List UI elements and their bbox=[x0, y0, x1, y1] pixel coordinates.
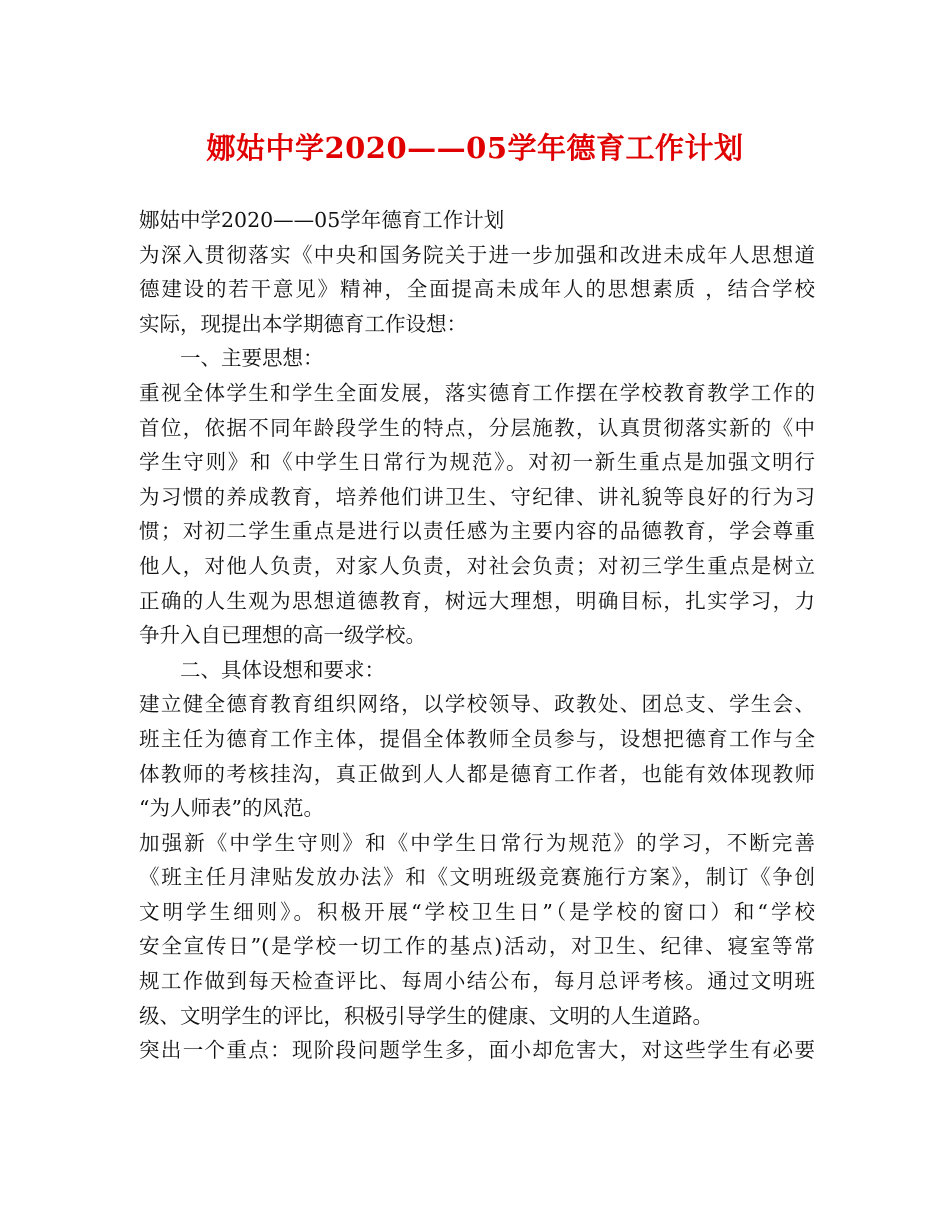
document-title: 娜姑中学2020——05学年德育工作计划 bbox=[206, 131, 744, 165]
paragraph-line: 为习惯的养成教育，培养他们讲卫生、守纪律、讲礼貌等良好的行为习 bbox=[139, 484, 815, 509]
paragraph-line: 他人，对他人负责，对家人负责，对社会负责；对初三学生重点是树立 bbox=[139, 553, 815, 578]
paragraph-line: 体教师的考核挂沟，真正做到人人都是德育工作者，也能有效体现教师 bbox=[139, 761, 815, 786]
paragraph-line: 重视全体学生和学生全面发展，落实德育工作摆在学校教育教学工作的 bbox=[139, 380, 815, 405]
paragraph-line: 班主任为德育工作主体，提倡全体教师全员参与，设想把德育工作与全 bbox=[139, 726, 815, 751]
document-body bbox=[139, 203, 815, 1068]
paragraph-line: 安全宣传日”(是学校一切工作的基点)活动，对卫生、纪律、寝室等常 bbox=[139, 934, 815, 959]
paragraph-line: 文明学生细则》。积极开展“学校卫生日”（是学校的窗口）和“学校 bbox=[139, 899, 815, 924]
paragraph-line: 《班主任月津贴发放办法》和《文明班级竞赛施行方案》，制订《争创 bbox=[139, 865, 815, 890]
paragraph-line: “为人师表”的风范。 bbox=[139, 796, 324, 821]
section-heading-main-idea: 一、主要思想： bbox=[180, 346, 324, 371]
paragraph-line: 实际，现提出本学期德育工作设想： bbox=[139, 311, 467, 336]
paragraph-line: 惯；对初二学生重点是进行以责任感为主要内容的品德教育，学会尊重 bbox=[139, 519, 815, 544]
paragraph-line: 建立健全德育教育组织网络，以学校领导、政教处、团总支、学生会、 bbox=[139, 692, 815, 717]
paragraph-line: 加强新《中学生守则》和《中学生日常行为规范》的学习，不断完善 bbox=[139, 830, 815, 855]
paragraph-line: 规工作做到每天检查评比、每周小结公布，每月总评考核。通过文明班 bbox=[139, 969, 815, 994]
paragraph-line: 学生守则》和《中学生日常行为规范》。对初一新生重点是加强文明行 bbox=[139, 450, 815, 475]
section-heading-requirements: 二、具体设想和要求： bbox=[180, 657, 385, 682]
paragraph-line: 突出一个重点：现阶段问题学生多，面小却危害大，对这些学生有必要 bbox=[139, 1038, 815, 1063]
paragraph-line: 首位，依据不同年龄段学生的特点，分层施教，认真贯彻落实新的《中 bbox=[139, 415, 815, 440]
paragraph-line: 争升入自已理想的高一级学校。 bbox=[139, 623, 426, 648]
paragraph-line: 为深入贯彻落实《中央和国务院关于进一步加强和改进未成年人思想道 bbox=[139, 242, 815, 267]
paragraph-line: 正确的人生观为思想道德教育，树远大理想，明确目标，扎实学习，力 bbox=[139, 588, 815, 613]
subtitle-line: 娜姑中学2020——05学年德育工作计划 bbox=[139, 208, 505, 232]
paragraph-line: 德建设的若干意见》精神，全面提高未成年人的思想素质 ，结合学校 bbox=[139, 277, 815, 302]
paragraph-line: 级、文明学生的评比，积极引导学生的健康、文明的人生道路。 bbox=[139, 1003, 713, 1028]
